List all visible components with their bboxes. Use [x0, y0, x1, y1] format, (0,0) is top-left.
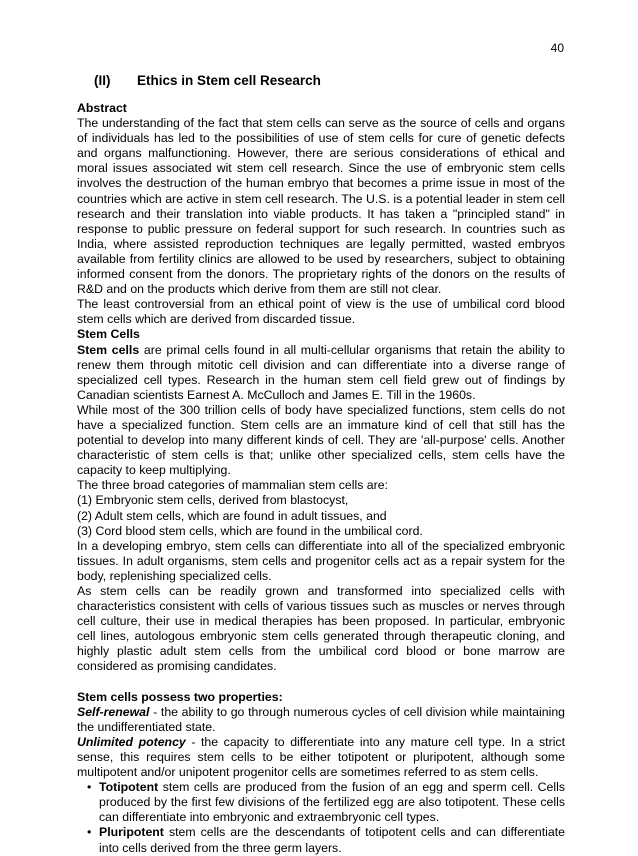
bullet-text: stem cells are the descendants of totipotent cells and can differentiate into cells derived from the three germ layers.: [99, 825, 565, 855]
properties-heading: Stem cells possess two properties:: [77, 689, 283, 704]
bullet-text: stem cells are produced from the fusion of an egg and sperm cell. Cells produced by the first few divisions of the fertilized egg are also totipotent. These cells can differentiate into embryonic and extraembryonic cell types.: [99, 780, 565, 825]
potency-text: - the capacity to differentiate into any mature cell type. In a strict sense, this requires stem cells to be either totipotent or pluripotent, although some multipotent and/or unipotent progenitor cells are sometimes referred to as stem cells.: [77, 734, 565, 780]
stem-cells-heading: Stem Cells: [77, 327, 140, 342]
bullet-icon: •: [87, 780, 92, 795]
stem-cells-paragraph-5: As stem cells can be readily grown and transformed into specialized cells with characteristics consistent with cells of various tissues such as muscles or nerves through cell culture, their use in medical therapies has been proposed. In particular, embryonic cell lines, autologous embryonic stem cells generated through therapeutic cloning, and highly plastic adult stem cells from the umbilical cord blood or bone marrow are considered as promising candidates.: [77, 584, 565, 674]
abstract-paragraph-1: The understanding of the fact that stem cells can serve as the source of cells and organs of individuals has led to the possibilities of use of stem cells for cure of genetic defects and organs malfunctioning. However, there are serious considerations of ethical and moral issues associated wit stem cell research. Since the use of embryonic stem cells involves the destruction of the human embryo that becomes a prime issue in most of the countries which are active in stem cell research. The U.S. is a potential leader in stem cell research and their translation into viable products. It has taken a "principled stand" in response to public pressure on federal support for such research. In countries such as India, where assisted reproduction techniques are legally permitted, wasted embryos available from fertility clinics are allowed to be used by researchers, subject to obtaining informed consent from the donors. The proprietary rights of the donors on the results of R&D and on the products which derive from them are still not clear.: [77, 116, 565, 297]
stem-cells-paragraph-1-text: are primal cells found in all multi-cellular organisms that retain the ability to renew them through mitotic cell division and can differentiate into a diverse range of specialized cell types. Research in the human stem cell field grew out of findings by Canadian scientists Earnest A. McCulloch and James E. Till in the 1960s.: [77, 342, 565, 402]
bullet-term: Pluripotent: [99, 825, 164, 840]
abstract-paragraph-2: The least controversial from an ethical point of view is the use of umbilical cord blood stem cells which are derived from discarded tissue.: [77, 297, 565, 327]
potency-bullet-list: [77, 780, 565, 855]
section-number: (II): [94, 73, 111, 88]
self-renewal-term: Self-renewal: [77, 704, 150, 719]
potency-paragraph: [77, 735, 565, 780]
self-renewal-text: - the ability to go through numerous cycles of cell division while maintaining the undifferentiated state.: [77, 704, 565, 734]
abstract-heading: Abstract: [77, 101, 127, 115]
document-body: [77, 101, 565, 856]
stem-cells-paragraph-4: In a developing embryo, stem cells can differentiate into all of the specialized embryonic tissues. In adult organisms, stem cells and progenitor cells act as a repair system for the body, replenishing specialized cells.: [77, 538, 565, 583]
section-heading: [94, 73, 321, 88]
self-renewal-paragraph: [77, 705, 565, 735]
potency-term: Unlimited potency: [77, 734, 186, 749]
stem-cells-paragraph-3: The three broad categories of mammalian stem cells are:: [77, 478, 388, 493]
category-item: (3) Cord blood stem cells, which are found in the umbilical cord.: [77, 523, 423, 538]
list-item: [77, 780, 565, 825]
category-item: (1) Embryonic stem cells, derived from blastocyst,: [77, 493, 349, 508]
page-number: 40: [550, 41, 564, 55]
stem-cells-term: Stem cells: [77, 342, 140, 357]
section-title: Ethics in Stem cell Research: [137, 73, 321, 88]
bullet-term: Totipotent: [99, 780, 159, 795]
stem-cells-paragraph-1: [77, 343, 565, 403]
list-item: [77, 825, 565, 855]
bullet-icon: •: [87, 825, 92, 840]
stem-cells-paragraph-2: While most of the 300 trillion cells of body have specialized functions, stem cells do not have a specialized function. Stem cells are an immature kind of cell that still has the potential to develop into many different kinds of cell. They are 'all-purpose' cells. Another characteristic of stem cells is that; unlike other specialized cells, stem cells have the capacity to keep multiplying.: [77, 402, 565, 478]
category-item: (2) Adult stem cells, which are found in adult tissues, and: [77, 508, 387, 523]
paragraph-gap: [77, 675, 565, 690]
